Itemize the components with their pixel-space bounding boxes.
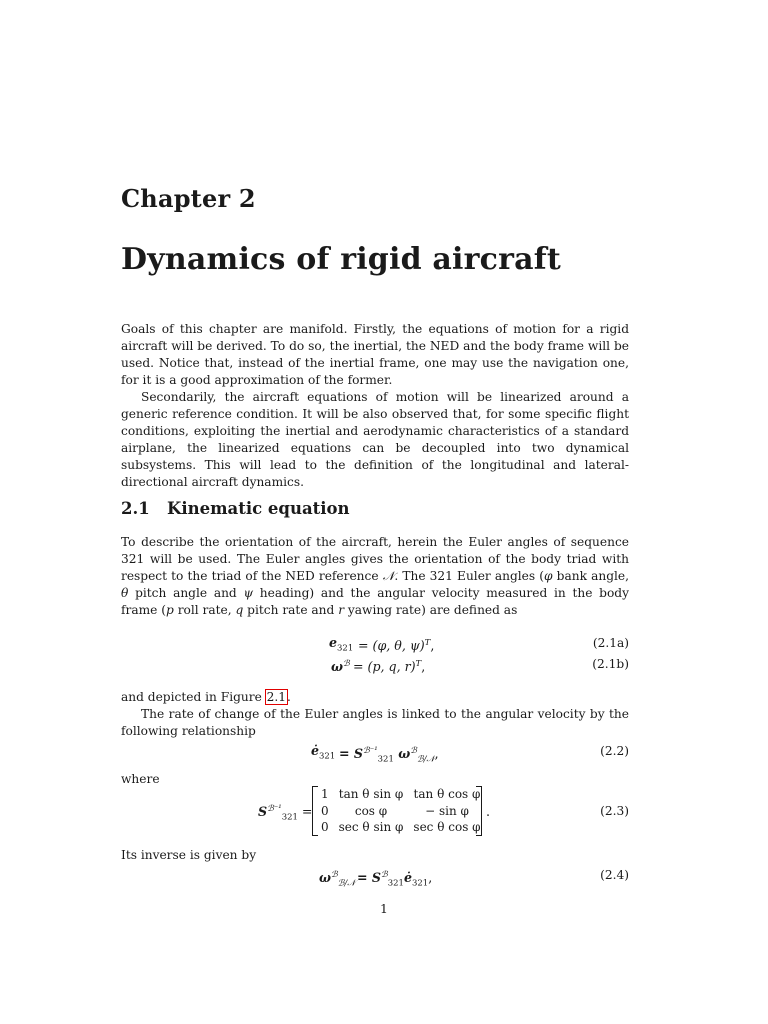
inverse-label: Its inverse is given by [121,848,257,862]
matrix-cell: cos φ [354,803,388,818]
matrix-cell: 0 [321,820,329,835]
text-run: pitch angle and [128,586,244,600]
kinematic-paragraph [121,534,629,619]
equation-2-3-period: . [486,804,491,819]
text-run: bank angle, [552,569,630,583]
ned-symbol: 𝒩 [382,569,395,583]
chapter-label: Chapter 2 [121,184,256,213]
chapter-title: Dynamics of rigid aircraft [121,242,561,277]
matrix-cell: tan θ sin φ [338,787,404,802]
equation-number: (2.4) [600,868,629,882]
intro-paragraph-1: Goals of this chapter are manifold. Firstly, the equations of motion for a rigid aircraft will be derived. To do so, the inertial, the NED and the body frame will be used. Notice that, instead of the inertial frame, one may use the navigation one, for it is a good approximation of the former. [121,322,629,387]
text-run: pitch rate and [243,603,339,617]
equation-lhs: $ė_{321}$ [311,743,336,762]
section-title: Kinematic equation [167,499,350,518]
matrix-cell: sec θ sin φ [338,820,404,835]
section-number: 2.1 [121,499,150,518]
equation-number: (2.2) [600,744,629,758]
psi-symbol: ψ [243,586,254,600]
text-run: . The 321 Euler angles ( [394,569,545,583]
equation-rhs: = (p, q, r)$^T$, [353,659,426,675]
text-run: heading) and the angular velocity measured in the body frame ( [121,586,629,617]
intro-paragraph-2: Secondarily, the aircraft equations of motion will be linearized around a generic reference condition. It will be also observed that, for some specific flight conditions, exploiting the inertial and aerodynamic characteristics of a standard airplane, the linearized equations can be decoupled into two dynamical subsystems. This will lead to the definition of the longitudinal and lateral-directional aircraft dynamics. [121,390,629,489]
equation-2-1a [121,632,629,654]
equation-number: (2.3) [600,804,629,818]
text-run: and depicted in Figure [121,690,266,704]
theta-symbol: θ [121,586,129,600]
relationship-paragraph: The rate of change of the Euler angles is linked to the angular velocity by the following relationship [121,707,629,738]
equation-2-2 [121,740,629,765]
r-symbol: r [338,603,345,617]
equation-rhs: = $S^ℬ_{321}ė_{321}$, [357,870,433,889]
q-symbol: q [235,603,244,617]
depicted-line [121,689,629,706]
p-symbol: p [166,603,174,617]
page-number: 1 [380,901,388,916]
matrix-cell: sec θ cos φ [413,820,481,835]
equation-2-4 [121,864,629,889]
matrix-cell: 1 [321,787,329,802]
equation-2-3-lhs: $S^{ℬ^{-1}}_{321}$ = [258,804,313,823]
matrix-cell: 0 [321,803,329,818]
equation-lhs: $e_{321}$ [329,635,354,654]
equation-2-1b [121,653,629,675]
text-run: yawing rate) are defined as [344,603,518,617]
text-run: To describe the orientation of the aircraft, herein the Euler angles of sequence 321 will be used. The Euler angles gives the orientation of the body triad with respect to the triad of the NED reference [121,535,629,583]
figure-reference-link[interactable]: 2.1 [266,690,287,704]
equation-2-3 [121,800,629,822]
equation-number: (2.1a) [592,636,629,650]
equation-rhs: = (φ, θ, ψ)$^T$, [358,638,435,654]
equation-number: (2.1b) [592,657,629,671]
equation-lhs: $\omega^ℬ$ [331,659,350,675]
equation-lhs: $\omega^ℬ_{ℬ/𝒩}$ [319,870,356,889]
section-heading [121,499,350,518]
text-run: . [287,690,291,704]
where-label: where [121,772,160,786]
matrix-cell: − sin φ [425,803,469,818]
matrix-cell: tan θ cos φ [413,787,481,802]
text-run: roll rate, [173,603,236,617]
equation-rhs: = $S^{ℬ^{-1}}_{321}$ $\omega^ℬ_{ℬ/𝒩}$, [339,746,439,765]
phi-symbol: φ [544,569,553,583]
